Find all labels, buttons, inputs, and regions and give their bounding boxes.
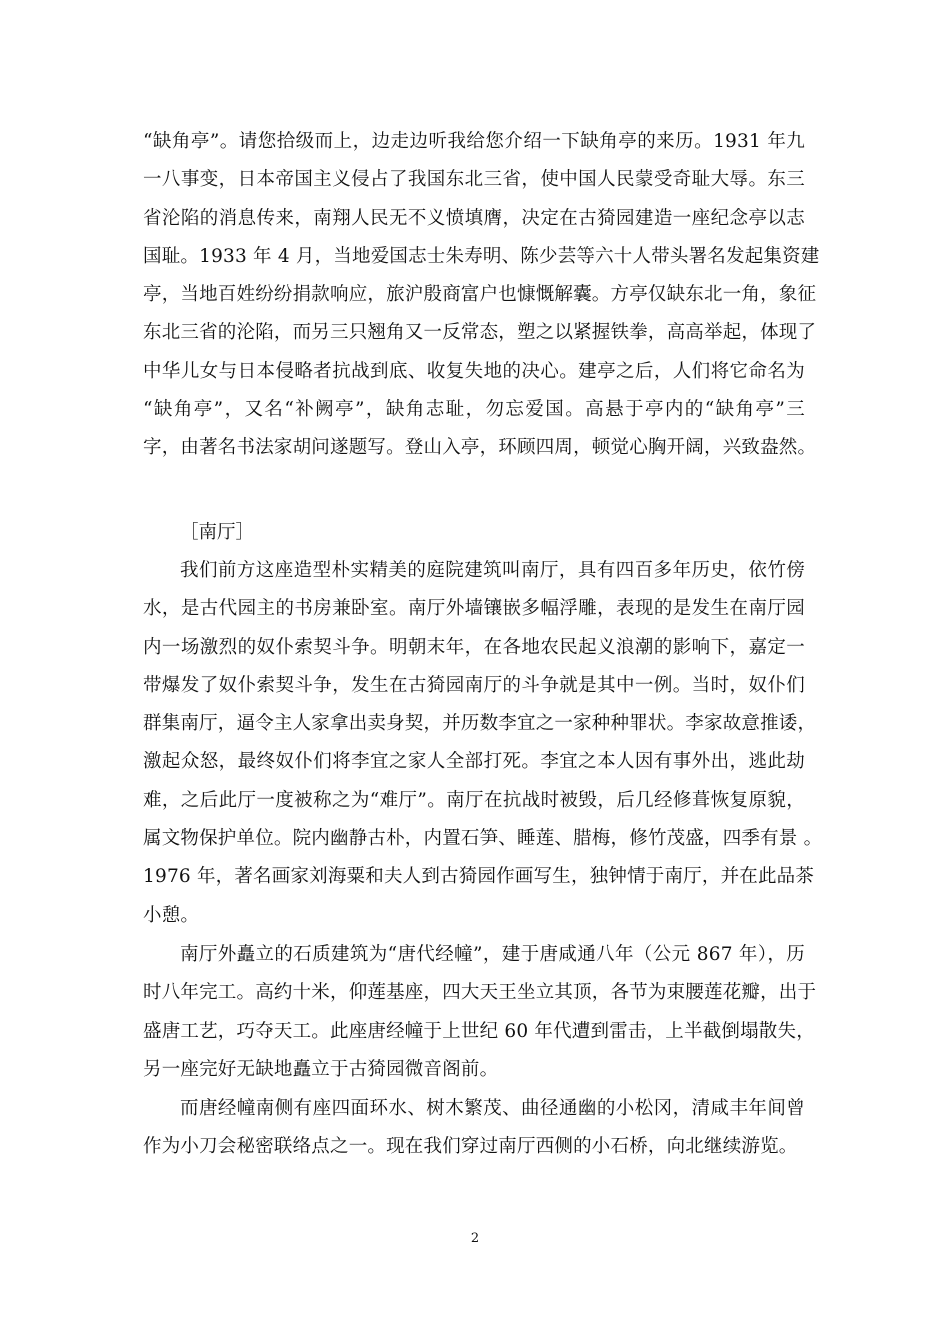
section-heading: ［南厅］ (180, 522, 255, 543)
text-line: 作为小刀会秘密联络点之一。现在我们穿过南厅西侧的小石桥，向北继续游览。 (143, 1136, 798, 1158)
text-line: 属文物保护单位。院内幽静古朴，内置石笋、睡莲、腊梅，修竹茂盛，四季有景 。 (143, 828, 823, 850)
paragraph-tang-sutra-pillar (143, 936, 817, 1089)
text-line: 而唐经幢南侧有座四面环水、树木繁茂、曲径通幽的小松冈，清咸丰年间曾 (180, 1098, 805, 1119)
text-line: 国耻。1933 年 4 月，当地爱国志士朱寿明、陈少芸等六十人带头署名发起集资建 (143, 245, 820, 267)
text-line: 亭，当地百姓纷纷捐款响应，旅沪殷商富户也慷慨解囊。方亭仅缺东北一角，象征 (143, 284, 817, 306)
text-line: 东北三省的沦陷，而另三只翘角又一反常态，塑之以紧握铁拳，高高举起，体现了 (143, 322, 817, 344)
text-line: 难，之后此厅一度被称之为“难厅”。南厅在抗战时被毁，后几经修葺恢复原貌， (143, 789, 805, 811)
paragraph-pine-hill (143, 1090, 805, 1167)
text-line: 中华儿女与日本侵略者抗战到底、收复失地的决心。建亭之后，人们将它命名为 (143, 360, 805, 382)
text-line: 群集南厅，逼令主人家拿出卖身契，并历数李宜之一家种种罪状。李家故意推诿， (143, 713, 817, 735)
text-line: 小憩。 (143, 904, 200, 926)
text-line: 南厅外矗立的石质建筑为“唐代经幢”，建于唐咸通八年（公元 867 年），历 (180, 944, 805, 965)
text-line: 一八事变，日本帝国主义侵占了我国东北三省，使中国人民蒙受奇耻大辱。东三 (143, 169, 805, 191)
paragraph-queijiaoting-history (143, 123, 820, 468)
text-line: 字，由著名书法家胡问遂题写。登山入亭，环顾四周，顿觉心胸开阔，兴致盎然。 (143, 437, 817, 459)
text-line: 带爆发了奴仆索契斗争，发生在古猗园南厅的斗争就是其中一例。当时，奴仆们 (143, 674, 805, 696)
text-line: 水，是古代园主的书房兼卧室。南厅外墙镶嵌多幅浮雕，表现的是发生在南厅园 (143, 598, 805, 620)
text-line: “缺角亭”，又名“补阙亭”，缺角志耻，勿忘爱国。高悬于亭内的“缺角亭”三 (143, 399, 805, 421)
page-number: 2 (470, 1231, 480, 1246)
text-line: 盛唐工艺，巧夺天工。此座唐经幢于上世纪 60 年代遭到雷击，上半截倒塌散失， (143, 1020, 815, 1042)
text-line: 激起众怒，最终奴仆们将李宜之家人全部打死。李宜之本人因有事外出，逃此劫 (143, 751, 805, 773)
text-line: 我们前方这座造型朴实精美的庭院建筑叫南厅，具有四百多年历史，依竹傍 (180, 560, 805, 581)
text-line: 1976 年，著名画家刘海粟和夫人到古猗园作画写生，独钟情于南厅，并在此品茶 (143, 866, 815, 888)
text-line: 时八年完工。高约十米，仰莲基座，四大天王坐立其顶，各节为束腰莲花瓣，出于 (143, 982, 817, 1004)
text-line: 另一座完好无缺地矗立于古猗园微音阁前。 (143, 1058, 499, 1080)
paragraph-nanting-description (143, 552, 823, 935)
text-line: “缺角亭”。请您拾级而上，边走边听我给您介绍一下缺角亭的来历。1931 年九 (143, 131, 805, 152)
text-line: 省沦陷的消息传来，南翔人民无不义愤填膺，决定在古猗园建造一座纪念亭以志 (143, 207, 805, 229)
text-line: 内一场激烈的奴仆索契斗争。明朝末年，在各地农民起义浪潮的影响下，嘉定一 (143, 636, 805, 658)
